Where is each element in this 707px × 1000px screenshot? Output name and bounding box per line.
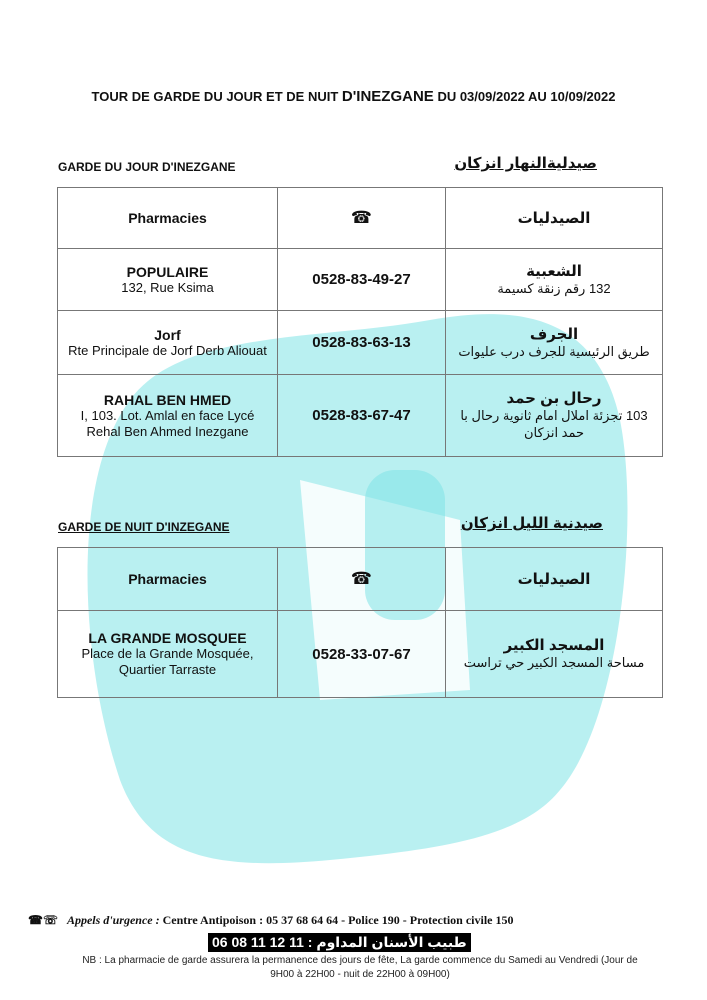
pharmacy-address-ar: طريق الرئيسية للجرف درب عليوات [458,343,650,359]
night-pharmacy-table [57,547,663,698]
night-heading-ar: صيدنية الليل انزكان [460,515,603,532]
pharmacy-address: Rte Principale de Jorf Derb Aliouat [68,342,267,358]
footer-note: NB : La pharmacie de garde assurera la permanence des jours de fête, La garde commence du Samedi au Vendredi (Jour de 9H00 à 22H00 - nuit de 22H00 à 09H00) [82,955,638,980]
pharmacy-name: Jorf [154,326,181,343]
day-heading-ar: صيدليةالنهار انزكان [454,155,597,172]
pharmacy-name-ar: الشعبية [526,262,582,280]
phone-icon: ☎ [278,188,446,249]
table-row [58,311,663,375]
pharmacy-name: LA GRANDE MOSQUEE [88,630,247,646]
column-header-ar: الصيدليات [446,548,663,611]
pharmacy-address: 132, Rue Ksima [121,279,214,295]
pharmacy-name-ar: المسجد الكبير [503,637,605,654]
dentist-label-ar: طبيب الأسنان المداوم : [307,934,467,950]
pharmacy-address: I, 103. Lot. Amlal en face Lycé Rehal Ben Ahmed Inezgane [80,407,255,439]
telephone-icon: ☎☏ [28,913,58,927]
dentist-on-call [208,933,471,952]
day-heading-fr: GARDE DU JOUR D'INEZGANE [58,160,236,174]
pharmacy-name-ar: الجرف [529,325,579,343]
pharmacy-address-ar: 132 رقم زنقة كسيمة [497,280,611,296]
column-header-ar: الصيدليات [446,188,663,249]
column-header-pharmacies: Pharmacies [58,188,278,249]
pharmacy-name: POPULAIRE [126,263,209,280]
pharmacy-phone: 0528-83-49-27 [278,249,446,311]
pharmacy-phone: 0528-33-07-67 [278,611,446,698]
page-title: TOUR DE GARDE DU JOUR ET DE NUIT D'INEZGANE DU 03/09/2022 AU 10/09/2022 [91,88,616,105]
day-pharmacy-table [57,187,663,457]
pharmacy-address-ar: 103 تجزئة املال امام ثانوية رحال با حمد انزكان [460,408,648,440]
pharmacy-address-ar: مساحة المسجد الكبير حي تراست [463,655,645,670]
emergency-calls: ☎☏ Appels d'urgence : Centre Antipoison : 05 37 68 64 64 - Police 190 - Protection civile 150 [28,913,514,927]
pharmacy-address: Place de la Grande Mosquée, Quartier Tarraste [81,646,254,677]
protection-civile-number: Protection civile 150 [409,913,514,927]
pharmacy-name-ar: رحال بن حمد [506,390,602,407]
table-header-row [58,188,663,249]
emergency-label: Appels d'urgence [66,913,153,927]
antipoison-number: Centre Antipoison : 05 37 68 64 64 - [162,913,346,927]
night-heading-fr: GARDE DE NUIT D'INZEGANE [58,520,230,534]
pharmacy-name: RAHAL BEN HMED [103,391,232,408]
phone-icon: ☎ [278,548,446,611]
pharmacy-phone: 0528-83-67-47 [278,375,446,457]
column-header-pharmacies: Pharmacies [58,548,278,611]
dentist-phone: 06 08 11 12 11 [212,934,304,950]
table-row [58,611,663,698]
table-header-row [58,548,663,611]
table-row [58,375,663,457]
table-row [58,249,663,311]
pharmacy-phone: 0528-83-63-13 [278,311,446,375]
police-number: Police 190 [348,913,400,927]
